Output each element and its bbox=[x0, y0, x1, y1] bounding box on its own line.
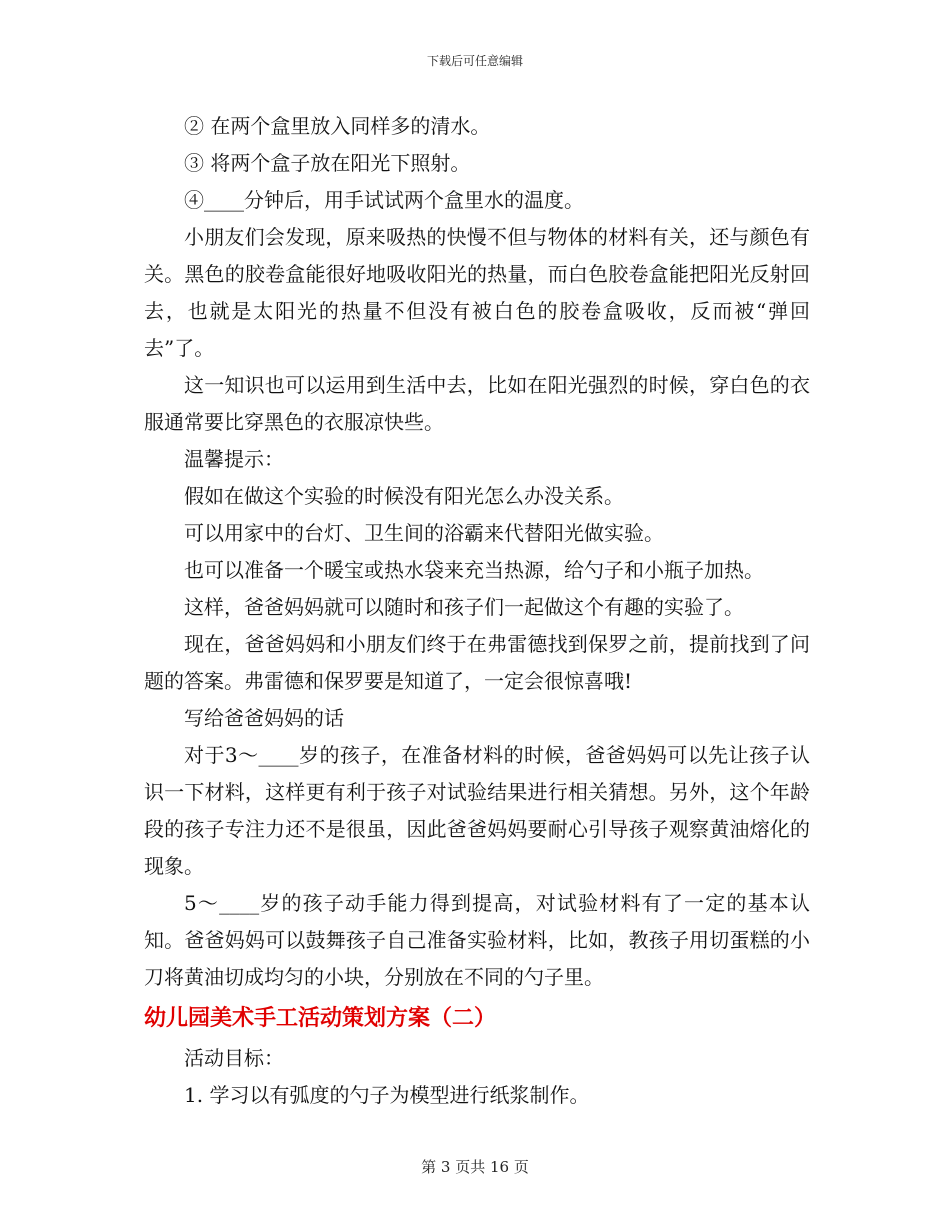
paragraph: 温馨提示： bbox=[184, 447, 284, 471]
paragraph: 对于3～____岁的孩子，在准备材料的时候，爸爸妈妈可以先让孩子认识一下材料，这样更有利于孩子对试验结果进行相关猜想。另外，这个年龄段的孩子专注力还不是很虽，因此爸爸妈妈要耐心引导孩子观察黄油熔化的现象。 bbox=[144, 743, 810, 878]
paragraph: 可以用家中的台灯、卫生间的浴霸来代替阳光做实验。 bbox=[184, 521, 664, 545]
paragraph: 现在，爸爸妈妈和小朋友们终于在弗雷德找到保罗之前，提前找到了问题的答案。弗雷德和保罗要是知道了，一定会很惊喜哦! bbox=[144, 632, 810, 693]
paragraph: 小朋友们会发现，原来吸热的快慢不但与物体的材料有关，还与颜色有关。黑色的胶卷盒能很好地吸收阳光的热量，而白色胶卷盒能把阳光反射回去，也就是太阳光的热量不但没有被白色的胶卷盒吸收，反而被“弹回去”了。 bbox=[144, 225, 810, 360]
paragraph: ③ 将两个盒子放在阳光下照射。 bbox=[184, 151, 471, 175]
paragraph: 写给爸爸妈妈的话 bbox=[184, 706, 344, 730]
paragraph: ④____分钟后，用手试试两个盒里水的温度。 bbox=[184, 188, 584, 212]
paragraph: 这一知识也可以运用到生活中去，比如在阳光强烈的时候，穿白色的衣服通常要比穿黑色的衣服凉快些。 bbox=[144, 373, 810, 434]
paragraph: 假如在做这个实验的时候没有阳光怎么办没关系。 bbox=[184, 484, 624, 508]
page-footer: 第 3 页共 16 页 bbox=[421, 1158, 529, 1176]
document-body bbox=[144, 108, 810, 1114]
section-title: 幼儿园美术手工活动策划方案（二） bbox=[144, 1005, 497, 1031]
paragraph: ② 在两个盒里放入同样多的清水。 bbox=[184, 114, 491, 138]
paragraph: 也可以准备一个暖宝或热水袋来充当热源，给勺子和小瓶子加热。 bbox=[184, 558, 764, 582]
paragraph: 1. 学习以有弧度的勺子为模型进行纸浆制作。 bbox=[184, 1083, 590, 1107]
paragraph: 5～____岁的孩子动手能力得到提高，对试验材料有了一定的基本认知。爸爸妈妈可以鼓舞孩子自己准备实验材料，比如，教孩子用切蛋糕的小刀将黄油切成均匀的小块，分别放在不同的勺子里。 bbox=[144, 891, 810, 989]
paragraph: 这样，爸爸妈妈就可以随时和孩子们一起做这个有趣的实验了。 bbox=[184, 595, 744, 619]
paragraph: 活动目标： bbox=[184, 1046, 284, 1070]
page-header: 下载后可任意编辑 bbox=[426, 54, 523, 68]
